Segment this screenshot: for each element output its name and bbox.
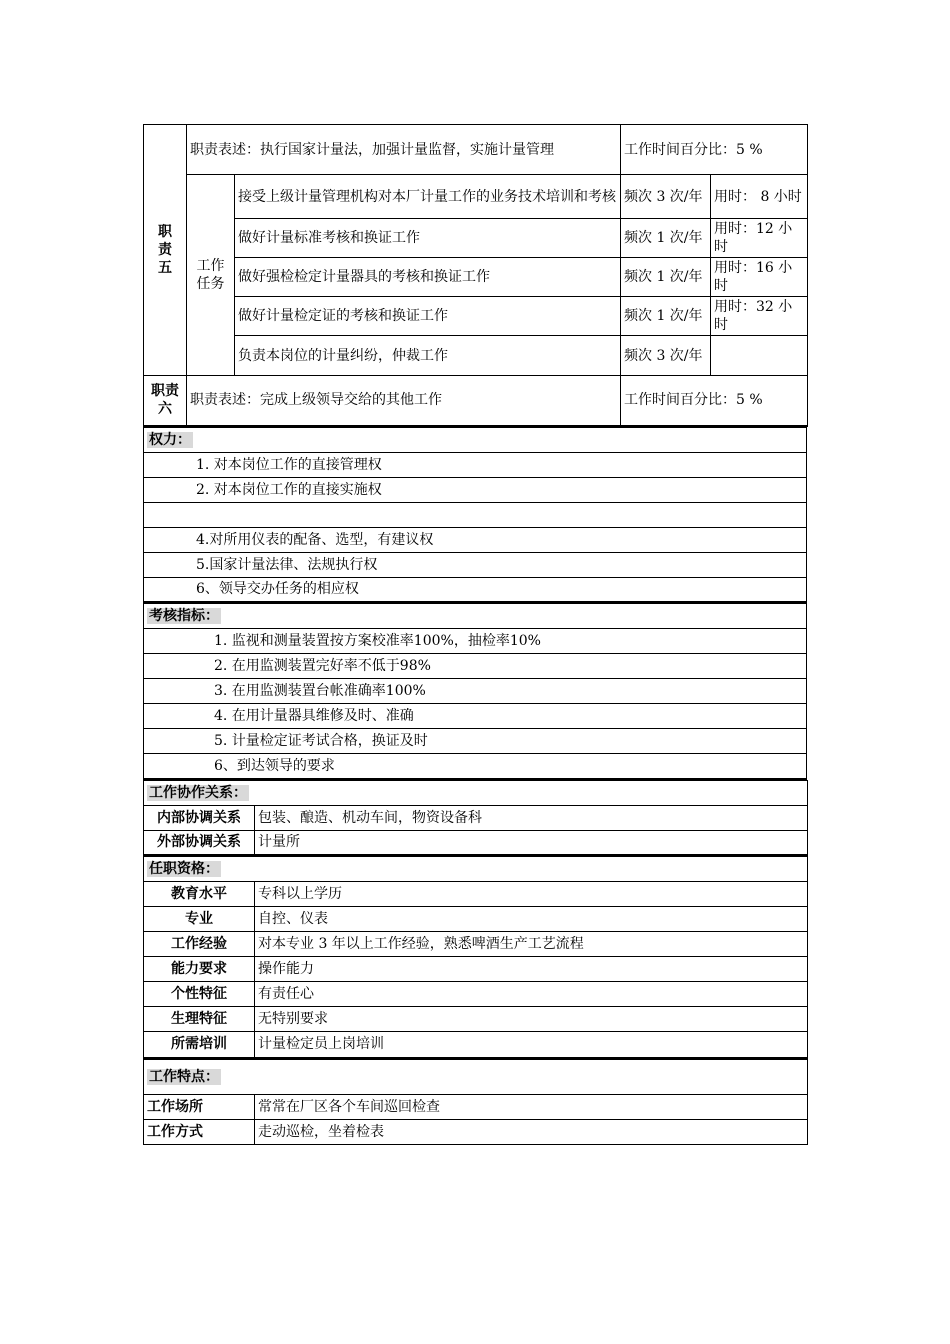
task-text: 做好计量标准考核和换证工作 [235, 219, 621, 258]
duty5-time-percent: 工作时间百分比：5 % [621, 125, 808, 175]
task-frequency: 频次 3 次/年 [621, 175, 711, 219]
list-item [144, 502, 807, 527]
cooperation-label: 内部协调关系 [144, 805, 255, 830]
qualification-value: 专科以上学历 [255, 882, 808, 907]
work-features-value: 常常在厂区各个车间巡回检查 [255, 1094, 808, 1119]
list-item: 4.对所用仪表的配备、选型，有建议权 [144, 527, 807, 552]
qualification-value: 操作能力 [255, 957, 808, 982]
task-row [144, 258, 808, 297]
duty-table [143, 124, 808, 427]
task-text: 做好计量检定证的考核和换证工作 [235, 297, 621, 336]
cooperation-heading: 工作协作关系： [144, 780, 808, 805]
duty5-description: 职责表述：执行国家计量法，加强计量监督，实施计量管理 [187, 125, 621, 175]
list-item: 2. 对本岗位工作的直接实施权 [144, 477, 807, 502]
cooperation-label: 外部协调关系 [144, 830, 255, 855]
task-row [144, 297, 808, 336]
task-row [144, 219, 808, 258]
task-row [144, 175, 808, 219]
work-features-table [143, 1059, 808, 1145]
cooperation-table [143, 780, 808, 857]
cooperation-value: 包装、酿造、机动车间，物资设备科 [255, 805, 808, 830]
task-text: 做好强检检定计量器具的考核和换证工作 [235, 258, 621, 297]
list-item: 1. 监视和测量装置按方案校准率100%，抽检率10% [144, 629, 807, 654]
task-text: 负责本岗位的计量纠纷，仲裁工作 [235, 336, 621, 376]
kpi-heading: 考核指标： [144, 604, 807, 629]
qualification-label: 专业 [144, 907, 255, 932]
work-features-label: 工作方式 [144, 1119, 255, 1144]
list-item: 4. 在用计量器具维修及时、准确 [144, 704, 807, 729]
qualification-value: 自控、仪表 [255, 907, 808, 932]
task-hours: 用时：16 小时 [711, 258, 808, 297]
list-item: 5.国家计量法律、法规执行权 [144, 552, 807, 577]
cooperation-value: 计量所 [255, 830, 808, 855]
task-hours: 用时：12 小时 [711, 219, 808, 258]
task-frequency: 频次 1 次/年 [621, 297, 711, 336]
task-frequency: 频次 1 次/年 [621, 258, 711, 297]
tasks-label: 工作任务 [187, 175, 235, 376]
task-row [144, 336, 808, 376]
list-item: 6、领导交办任务的相应权 [144, 577, 807, 602]
qualification-table [143, 856, 808, 1059]
work-features-value: 走动巡检，坐着检表 [255, 1119, 808, 1144]
qualification-value: 对本专业 3 年以上工作经验，熟悉啤酒生产工艺流程 [255, 932, 808, 957]
qualification-heading: 任职资格： [144, 857, 808, 882]
duty5-label: 职 责 五 [144, 125, 187, 376]
duty6-description: 职责表述：完成上级领导交给的其他工作 [187, 376, 621, 426]
task-text: 接受上级计量管理机构对本厂计量工作的业务技术培训和考核 [235, 175, 621, 219]
list-item: 3. 在用监测装置台帐准确率100% [144, 679, 807, 704]
duty6-time-percent: 工作时间百分比：5 % [621, 376, 808, 426]
qualification-label: 教育水平 [144, 882, 255, 907]
qualification-label: 工作经验 [144, 932, 255, 957]
kpi-table [143, 603, 807, 780]
qualification-label: 生理特征 [144, 1007, 255, 1032]
task-hours: 用时：32 小时 [711, 297, 808, 336]
qualification-label: 能力要求 [144, 957, 255, 982]
list-item: 6、到达领导的要求 [144, 754, 807, 779]
task-hours: 用时： 8 小时 [711, 175, 808, 219]
list-item: 2. 在用监测装置完好率不低于98% [144, 654, 807, 679]
duty6-row [144, 376, 808, 426]
qualification-value: 计量检定员上岗培训 [255, 1032, 808, 1058]
task-hours [711, 336, 808, 376]
authority-table [143, 427, 807, 604]
job-description-page [143, 124, 807, 1145]
work-features-label: 工作场所 [144, 1094, 255, 1119]
task-frequency: 频次 1 次/年 [621, 219, 711, 258]
qualification-value: 无特别要求 [255, 1007, 808, 1032]
authority-heading: 权力： [144, 427, 807, 452]
task-frequency: 频次 3 次/年 [621, 336, 711, 376]
qualification-value: 有责任心 [255, 982, 808, 1007]
list-item: 1. 对本岗位工作的直接管理权 [144, 452, 807, 477]
work-features-heading: 工作特点： [144, 1059, 808, 1094]
duty6-label: 职责 六 [144, 376, 187, 426]
qualification-label: 所需培训 [144, 1032, 255, 1058]
qualification-label: 个性特征 [144, 982, 255, 1007]
duty5-description-row [144, 125, 808, 175]
list-item: 5. 计量检定证考试合格，换证及时 [144, 729, 807, 754]
